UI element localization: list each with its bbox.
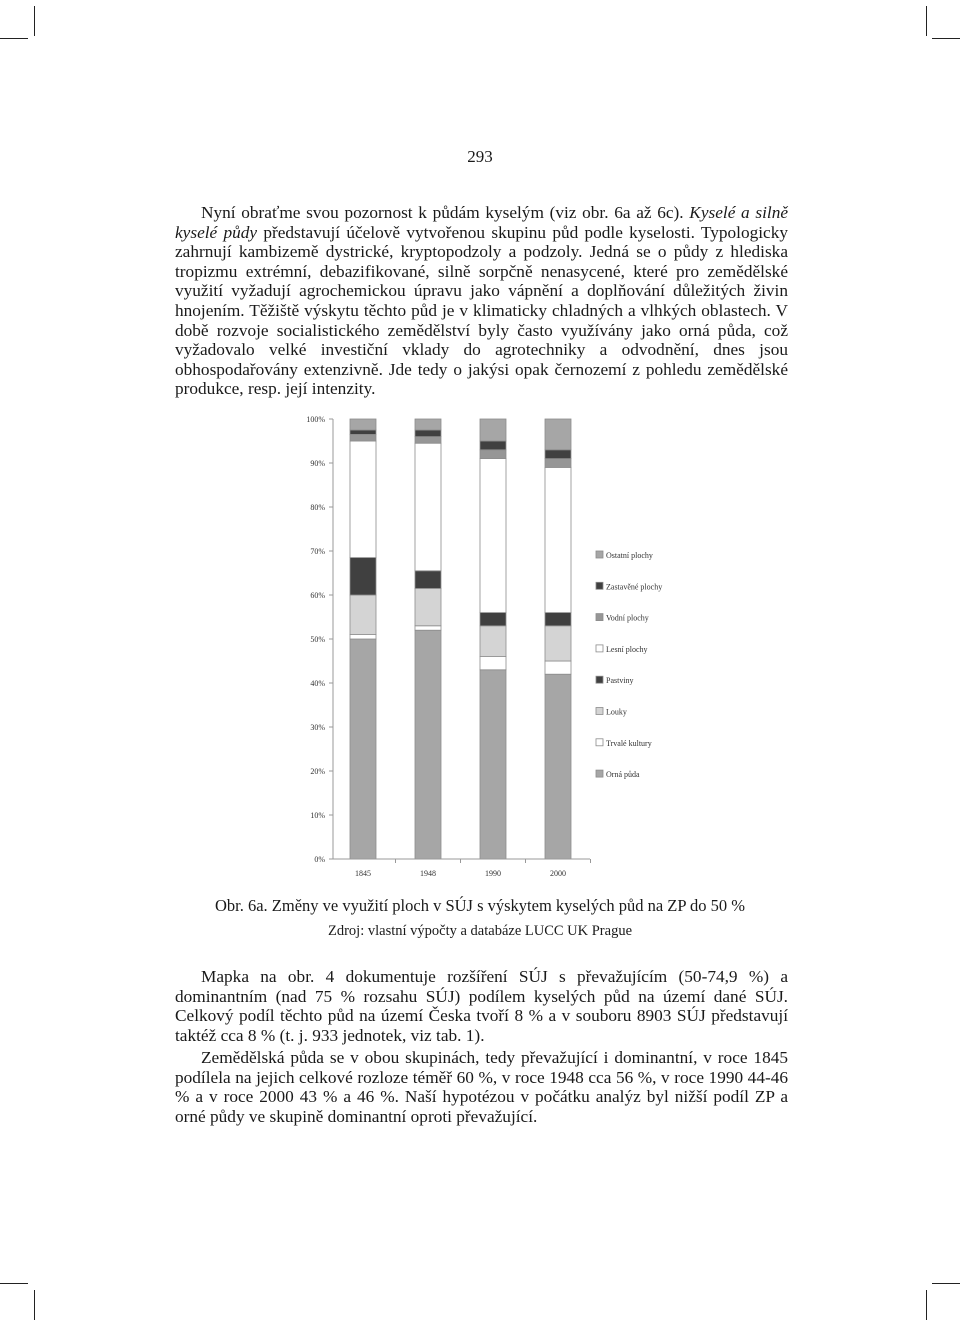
crop-mark <box>926 6 927 36</box>
bar-segment <box>480 459 506 613</box>
x-axis <box>333 859 591 878</box>
crop-mark <box>932 1283 960 1284</box>
paragraph-text: Nyní obraťme svou pozornost k půdám kyselým (viz obr. 6a až 6c). <box>201 203 690 222</box>
legend-label: Louky <box>606 707 627 717</box>
legend-label: Vodní plochy <box>606 613 649 623</box>
y-tick-label: 30% <box>310 723 325 732</box>
bar-segment <box>350 419 376 430</box>
x-tick-label: 1845 <box>355 869 371 878</box>
legend-swatch <box>596 582 603 589</box>
paragraph-italic-text: Kyselé a silně kyselé půdy <box>175 203 789 242</box>
bar-segment <box>415 626 441 630</box>
bar-segment <box>480 613 506 626</box>
legend-swatch <box>596 645 603 652</box>
legend-label: Pastviny <box>606 676 634 686</box>
bar-segment <box>480 657 506 670</box>
y-tick-label: 90% <box>310 459 325 468</box>
x-tick-label: 2000 <box>550 869 566 878</box>
bar-segment <box>415 571 441 589</box>
crop-mark <box>926 1290 927 1320</box>
bar-segment <box>350 635 376 639</box>
bar-segment <box>545 459 571 468</box>
legend-swatch <box>596 676 603 683</box>
legend-swatch <box>596 770 603 777</box>
bar-segment <box>545 661 571 674</box>
bar-segment <box>350 639 376 859</box>
bar-segment <box>415 430 441 437</box>
legend-swatch <box>596 708 603 715</box>
crop-mark <box>0 38 28 39</box>
paragraph: Mapka na obr. 4 dokumentuje rozšíření SÚJ s převažujícím (50-74,9 %) a dominantním (nad 75 % rozsahu SÚJ) podílem kyselých půd na území dané SÚJ. Celkový podíl těchto půd na území Česka tvoří 8 % a v souboru 8903 SÚJ představují taktéž cca 8 % (t. j. 933 jednotek, viz tab. 1). <box>175 967 788 1045</box>
bar-segment <box>545 674 571 859</box>
chart-legend <box>596 551 662 779</box>
bar-segment <box>350 430 376 434</box>
bar-segment <box>480 626 506 657</box>
paragraph-text: představují účelově vytvořenou skupinu půd podle kyselosti. Typologicky zahrnují kambizemě dystrické, kryptopodzoly a podzoly. Jedná se o půdy z hlediska tropizmu extrémní, debazifikované, silně sorpčně nenasycené, které pro zemědělské využití vyžadují agrochemickou úpravu jako vápnění a doplňování důležitých živin hnojením. Těžiště výskytu těchto půd je v klimaticky chladných a vlhkých oblastech. V době rozvoje socialistického zemědělství byly často využívány jako orná půda, což vyžadovalo velké investiční vklady do agrotechniky a odvodnění, dnes jsou obhospodařovány extenzivně. Jde tedy o jakýsi opak černozemí z pohledu zemědělské produkce, resp. její intenzity. <box>175 222 788 399</box>
bar-segment <box>350 434 376 441</box>
bar-segment <box>545 613 571 626</box>
legend-label: Ostatní plochy <box>606 551 653 560</box>
bar-segment <box>415 630 441 859</box>
bar-segment <box>350 441 376 558</box>
bar-segment <box>480 419 506 441</box>
stacked-bar-chart <box>290 408 690 884</box>
legend-label: Lesní plochy <box>606 644 648 654</box>
bar-segment <box>545 626 571 661</box>
y-tick-label: 50% <box>310 635 325 644</box>
y-tick-label: 100% <box>306 415 325 424</box>
bar-segment <box>545 419 571 450</box>
legend-swatch <box>596 739 603 746</box>
figure-caption: Obr. 6a. Změny ve využití ploch v SÚJ s výskytem kyselých půd na ZP do 50 % <box>214 896 746 915</box>
crop-mark <box>932 38 960 39</box>
page-number: 293 <box>467 147 493 166</box>
legend-swatch <box>596 551 603 558</box>
bar-segment <box>415 419 441 430</box>
bar-segment <box>480 670 506 859</box>
paragraph: Zemědělská půda se v obou skupinách, tedy převažující i dominantní, v roce 1845 podílela na jejich celkové rozloze téměř 60 %, v roce 1948 cca 56 %, v roce 1990 44-46 % a v roce 2000 43 % a 46 %. Naší hypotézou v počátku analýz byl nižší podíl ZP a orné půdy ve skupině dominantní oproti převažující. <box>175 1048 788 1126</box>
y-axis <box>306 415 333 864</box>
y-tick-label: 70% <box>310 547 325 556</box>
y-tick-label: 60% <box>310 591 325 600</box>
y-tick-label: 0% <box>314 855 325 864</box>
y-tick-label: 20% <box>310 767 325 776</box>
crop-mark <box>34 6 35 36</box>
x-tick-label: 1990 <box>485 869 501 878</box>
y-tick-label: 80% <box>310 503 325 512</box>
paragraph <box>175 203 788 399</box>
legend-label: Zastavěné plochy <box>606 582 663 592</box>
bar-segment <box>480 450 506 459</box>
bar-segment <box>415 443 441 571</box>
legend-swatch <box>596 614 603 621</box>
crop-mark <box>34 1290 35 1320</box>
bar-segment <box>480 441 506 450</box>
bar-segment <box>545 467 571 612</box>
legend-label: Trvalé kultury <box>606 738 652 748</box>
bar-segment <box>350 558 376 595</box>
bar-segment <box>415 437 441 444</box>
bar-segment <box>350 595 376 635</box>
bar-segment <box>545 450 571 459</box>
x-tick-label: 1948 <box>420 869 436 878</box>
legend-label: Orná půda <box>606 770 640 780</box>
bars <box>350 419 571 859</box>
y-tick-label: 10% <box>310 811 325 820</box>
figure-source: Zdroj: vlastní výpočty a databáze LUCC UK Prague <box>327 923 633 939</box>
bar-segment <box>415 588 441 625</box>
crop-mark <box>0 1283 28 1284</box>
y-tick-label: 40% <box>310 679 325 688</box>
